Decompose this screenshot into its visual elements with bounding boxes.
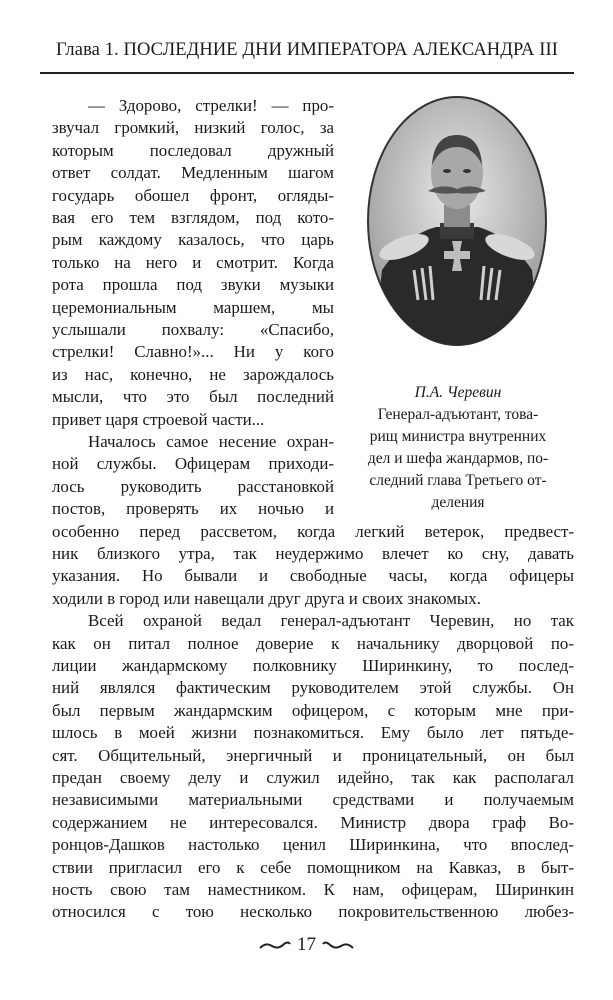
body-line: независимыми материальными средствами и получаемым [52, 790, 574, 810]
body-line: был первым жандармским офицером, с которым мне при- [52, 700, 574, 720]
body-line: стрелки! Славно!»... Ни у кого [52, 342, 334, 362]
body-line: ной службы. Офицерам приходи- [52, 454, 334, 474]
body-line: ность свою там наместником. К нам, офицерам, Ширинкин [52, 880, 574, 899]
body-line: звучал громкий, низкий голос, за [52, 118, 334, 138]
body-line: Всей охраной ведал генерал-адъютант Черевин, но так [88, 611, 574, 631]
body-line: из нас, конечно, не зарождалось [52, 364, 334, 384]
body-line: ник близкого утра, так неудержимо влечет ко сну, давать [52, 544, 574, 563]
caption-line: дел и шефа жандармов, по- [367, 450, 549, 467]
running-head: Глава 1. ПОСЛЕДНИЕ ДНИ ИМПЕРАТОРА АЛЕКСАНДРА III [56, 40, 558, 60]
body-line: шлось в моей жизни познакомиться. Ему было лет пятьде- [52, 723, 574, 743]
body-line: ронцов-Дашков настолько ценил Ширинкина, что впослед- [52, 835, 574, 855]
portrait-image [366, 95, 548, 347]
body-line: особенно перед рассветом, когда легкий ветерок, предвест- [52, 521, 574, 541]
ornament-left-icon [258, 940, 292, 952]
body-line: ходили в город или навещали друг друга и своих знакомых. [52, 588, 481, 608]
body-line: предан своему делу и служил идейно, так как располагал [52, 768, 574, 787]
portrait-photo [366, 95, 548, 347]
caption-name: П.А. Черевин [414, 384, 502, 401]
body-line: постов, проверять их ночью и [52, 499, 334, 519]
caption-line: следний глава Третьего от- [369, 472, 547, 489]
body-line: привет царя строевой части... [52, 409, 265, 429]
caption-line: рищ министра внутренних [369, 428, 547, 445]
body-line: Началось самое несение охран- [88, 432, 334, 451]
body-line: рота прошла под звуки музыки [52, 275, 334, 295]
body-line: как он питал полное доверие к начальнику дворцовой по- [52, 633, 574, 653]
body-line: мысли, что это был последний [52, 387, 334, 407]
body-line: ний являлся фактическим руководителем этой службы. Он [52, 678, 574, 698]
body-line: — Здорово, стрелки! — про- [88, 96, 334, 115]
body-line: государь обошел фронт, огляды- [52, 185, 334, 205]
header-rule [40, 72, 574, 74]
body-line: вая его тем взглядом, под кото- [52, 208, 334, 227]
body-line: сят. Общительный, энергичный и проницательный, он был [52, 745, 574, 765]
body-line: относился с тою несколько покровительственною любез- [52, 902, 574, 922]
page-number: 17 [297, 934, 316, 955]
body-line: содержанием не интересовался. Министр двора граф Во- [52, 812, 574, 832]
body-line: ответ солдат. Медленным шагом [52, 163, 334, 183]
page-footer [0, 934, 613, 956]
body-line: лиции жандармскому полковнику Ширинкину, то послед- [52, 656, 574, 675]
ornament-right-icon [321, 940, 355, 952]
photo-caption [340, 382, 576, 514]
body-line: услышали похвалу: «Спасибо, [52, 320, 334, 339]
body-line: указания. Но бывали и свободные часы, когда офицеры [52, 566, 574, 586]
body-line: рым каждому казалось, что царь [52, 230, 334, 250]
body-line: ствии пригласил его к себе помощником на Кавказ, в быт- [52, 857, 574, 877]
body-line: только на него и смотрит. Когда [52, 252, 334, 272]
body-line: церемониальным маршем, мы [52, 297, 334, 317]
caption-line: деления [431, 494, 485, 511]
body-line: которым последовал дружный [52, 140, 334, 160]
caption-line: Генерал-адъютант, това- [377, 406, 539, 423]
body-line: лось руководить расстановкой [52, 476, 334, 496]
